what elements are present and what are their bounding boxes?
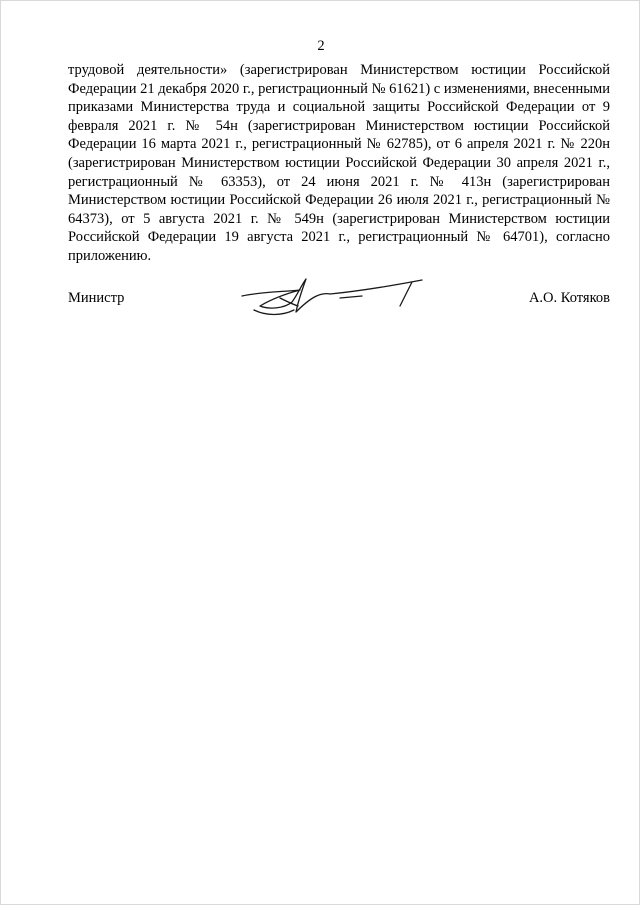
handwritten-signature	[240, 276, 430, 322]
signatory-title: Министр	[68, 290, 125, 306]
signatory-name: А.О. Котяков	[528, 290, 610, 306]
signature-block	[68, 276, 610, 324]
page-number: 2	[317, 38, 325, 54]
document-body-paragraph: трудовой деятельности» (зарегистрирован Министерством юстиции Российской Федерации 21 декабря 2020 г., регистрационный № 61621) с изменениями, внесенными приказами Министерства труда и социальной защиты Российской Федерации от 9 февраля 2021 г. № 54н (зарегистрирован Министерством юстиции Российской Федерации 16 марта 2021 г., регистрационный № 62785), от 6 апреля 2021 г. № 220н (зарегистрирован Министерством юстиции Российской Федерации 30 апреля 2021 г., регистрационный № 63353), от 24 июня 2021 г. № 413н (зарегистрирован Министерством юстиции Российской Федерации 26 июля 2021 г., регистрационный № 64373), от 5 августа 2021 г. № 549н (зарегистрирован Министерством юстиции Российской Федерации 19 августа 2021 г., регистрационный № 64701), согласно приложению.	[68, 62, 610, 264]
